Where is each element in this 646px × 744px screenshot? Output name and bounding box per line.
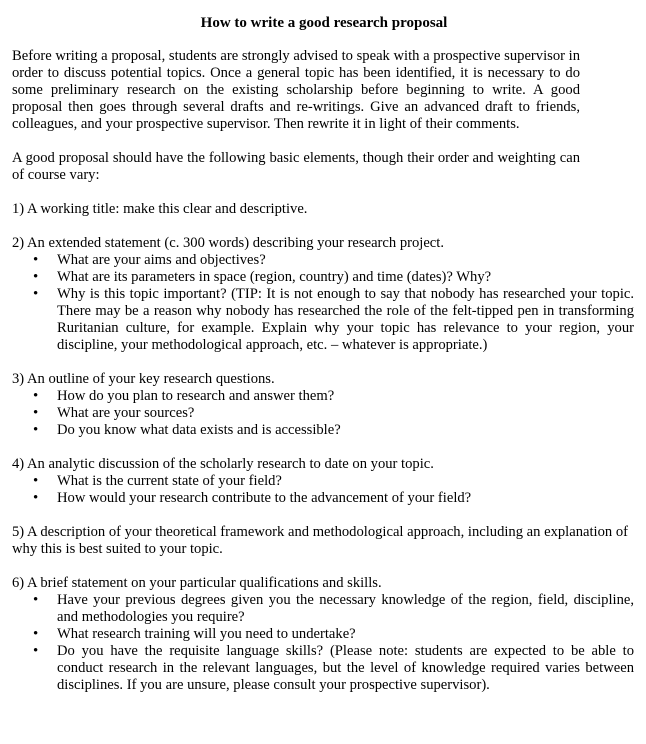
section-heading: 2) An extended statement (c. 300 words) describing your research project.	[12, 235, 444, 251]
bullet-list	[12, 252, 634, 354]
list-item	[12, 626, 634, 643]
list-item-text: Do you know what data exists and is accessible?	[57, 422, 341, 438]
bullet-icon: •	[33, 286, 39, 302]
list-item-text: How would your research contribute to the advancement of your field?	[57, 490, 472, 506]
bullet-icon: •	[33, 252, 39, 268]
intro-paragraph: Before writing a proposal, students are strongly advised to speak with a prospective supervisor in order to discuss potential topics. Once a general topic has been identified, it is necessary to do some preliminary research on the existing scholarship before beginning to write. A good proposal then goes through several drafts and re-writings. Give an advanced draft to friends, colleagues, and your prospective supervisor. Then rewrite it in light of their comments.	[12, 48, 580, 132]
list-item	[12, 252, 634, 269]
list-item-text: Have your previous degrees given you the necessary knowledge of the region, field, discipline, and methodologies you require?	[57, 592, 634, 625]
list-item-text: What are your aims and objectives?	[57, 252, 266, 268]
list-item-text: What is the current state of your field?	[57, 473, 282, 489]
section-1	[12, 201, 636, 218]
list-item	[12, 592, 634, 626]
document-title: How to write a good research proposal	[200, 15, 448, 31]
bullet-icon: •	[33, 490, 39, 506]
list-item	[12, 269, 634, 286]
list-item-text: What are your sources?	[57, 405, 195, 421]
list-item	[12, 286, 634, 354]
bullet-icon: •	[33, 473, 39, 489]
list-item-text: What research training will you need to undertake?	[57, 626, 356, 642]
bullet-icon: •	[33, 626, 39, 642]
section-6	[12, 575, 634, 694]
list-item	[12, 405, 636, 422]
bullet-icon: •	[33, 592, 39, 608]
bullet-icon: •	[33, 269, 39, 285]
section-heading: 5) A description of your theoretical framework and methodological approach, including an explanation of why this is best suited to your topic.	[12, 524, 628, 557]
list-item	[12, 490, 636, 507]
elements-intro-paragraph: A good proposal should have the following basic elements, though their order and weighting can of course vary:	[12, 150, 580, 183]
list-item	[12, 643, 634, 694]
section-heading: 4) An analytic discussion of the scholarly research to date on your topic.	[12, 456, 434, 472]
list-item	[12, 422, 636, 439]
list-item	[12, 473, 636, 490]
bullet-list	[12, 592, 634, 694]
section-4	[12, 456, 636, 507]
section-5	[12, 524, 634, 558]
section-heading: 6) A brief statement on your particular qualifications and skills.	[12, 575, 382, 591]
section-2	[12, 235, 634, 354]
list-item-text: What are its parameters in space (region, country) and time (dates)? Why?	[57, 269, 492, 285]
bullet-icon: •	[33, 643, 39, 659]
section-3	[12, 371, 636, 439]
bullet-icon: •	[33, 422, 39, 438]
section-heading: 1) A working title: make this clear and descriptive.	[12, 201, 308, 217]
bullet-list	[12, 473, 636, 507]
section-heading: 3) An outline of your key research questions.	[12, 371, 275, 387]
list-item	[12, 388, 636, 405]
list-item-text: Do you have the requisite language skills? (Please note: students are expected to be able to conduct research in the relevant languages, but the level of knowledge required varies between disciplines. If you are unsure, please consult your prospective supervisor).	[57, 643, 634, 693]
bullet-icon: •	[33, 405, 39, 421]
list-item-text: How do you plan to research and answer them?	[57, 388, 335, 404]
bullet-icon: •	[33, 388, 39, 404]
list-item-text: Why is this topic important? (TIP: It is not enough to say that nobody has researched your topic. There may be a reason why nobody has researched the role of the felt-tipped pen in transforming Ruritanian culture, for example. Explain why your topic has relevance to your region, your discipline, your methodological approach, etc. – whatever is appropriate.)	[57, 286, 634, 353]
bullet-list	[12, 388, 636, 439]
